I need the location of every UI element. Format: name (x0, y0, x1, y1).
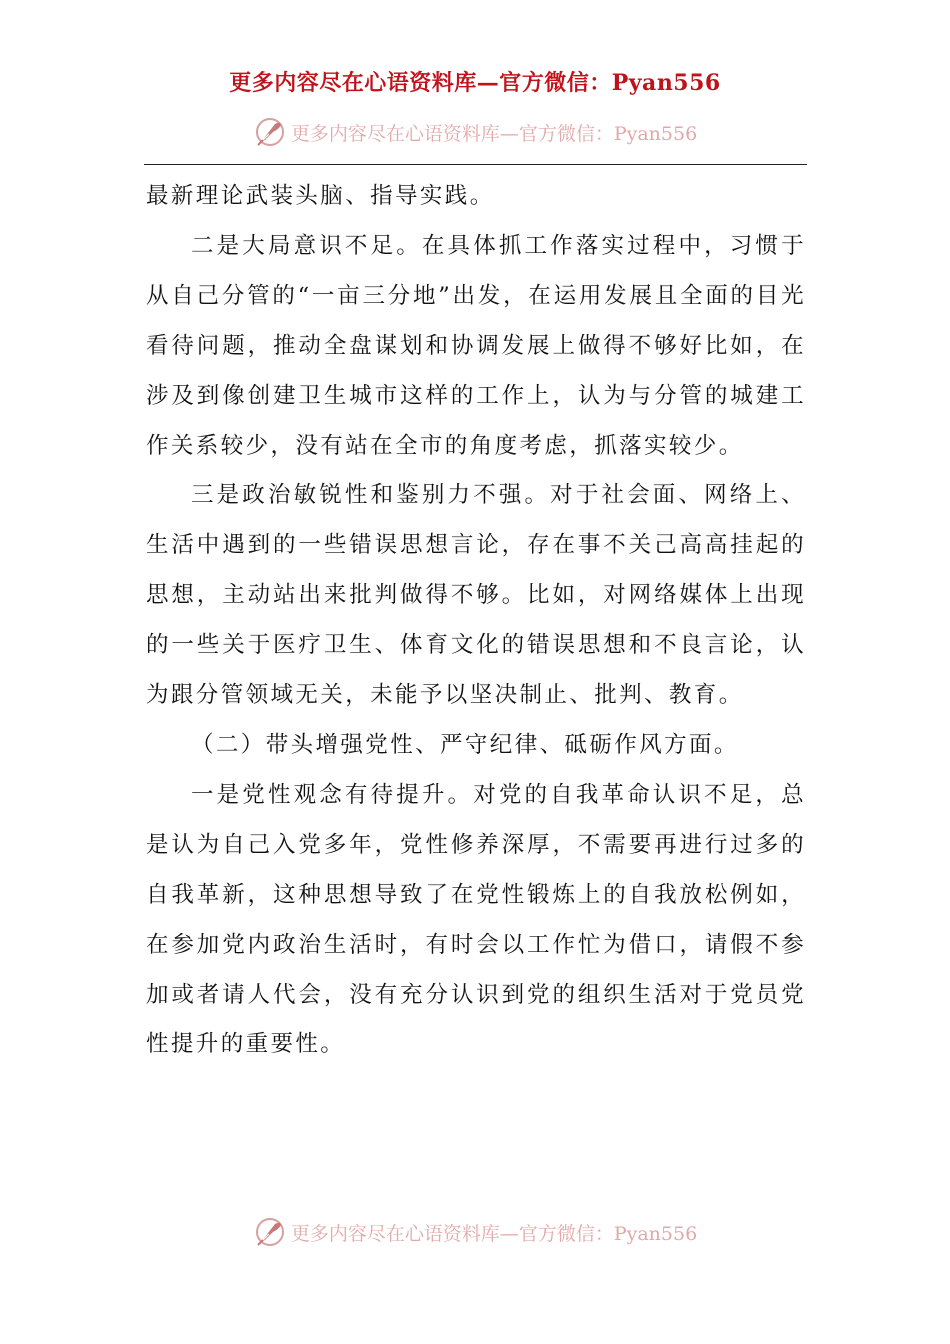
section-heading: （二）带头增强党性、严守纪律、砥砺作风方面。 (191, 731, 739, 758)
paragraph: 二是大局意识不足。在具体抓工作落实过程中，习惯于从自己分管的“一亩三分地”出发，在运用发展且全面的目光看待问题，推动全盘谋划和协调发展上做得不够好比如，在涉及到像创建卫生城市这样的工作上，认为与分管的城建工作关系较少，没有站在全市的角度考虑，抓落实较少。 (146, 232, 806, 459)
paragraph: 最新理论武装头脑、指导实践。 (146, 183, 495, 209)
watermark-footer (0, 1212, 950, 1252)
header-divider (144, 164, 807, 165)
quill-pen-logo-icon (253, 115, 287, 149)
paragraph: 三是政治敏锐性和鉴别力不强。对于社会面、网络上、生活中遇到的一些错误思想言论，存在事不关己高高挂起的思想，主动站出来批判做得不够。比如，对网络媒体上出现的一些关于医疗卫生、体育文化的错误思想和不良言论，认为跟分管领域无关，未能予以坚决制止、批判、教育。 (146, 482, 806, 709)
watermark-text: 更多内容尽在心语资料库—官方微信：Pyan556 (290, 122, 698, 145)
paragraph: 一是党性观念有待提升。对党的自我革命认识不足，总是认为自己入党多年，党性修养深厚，不需要再进行过多的自我革新，这种思想导致了在党性锻炼上的自我放松例如，在参加党内政治生活时，有时会以工作忙为借口，请假不参加或者请人代会，没有充分认识到党的组织生活对于党员党性提升的重要性。 (146, 781, 806, 1058)
watermark-text: 更多内容尽在心语资料库—官方微信：Pyan556 (290, 1222, 698, 1245)
top-banner: 更多内容尽在心语资料库—官方微信：Pyan556 (229, 70, 721, 96)
watermark-header (0, 112, 950, 152)
quill-pen-logo-icon (253, 1215, 287, 1249)
document-body (146, 172, 806, 1070)
